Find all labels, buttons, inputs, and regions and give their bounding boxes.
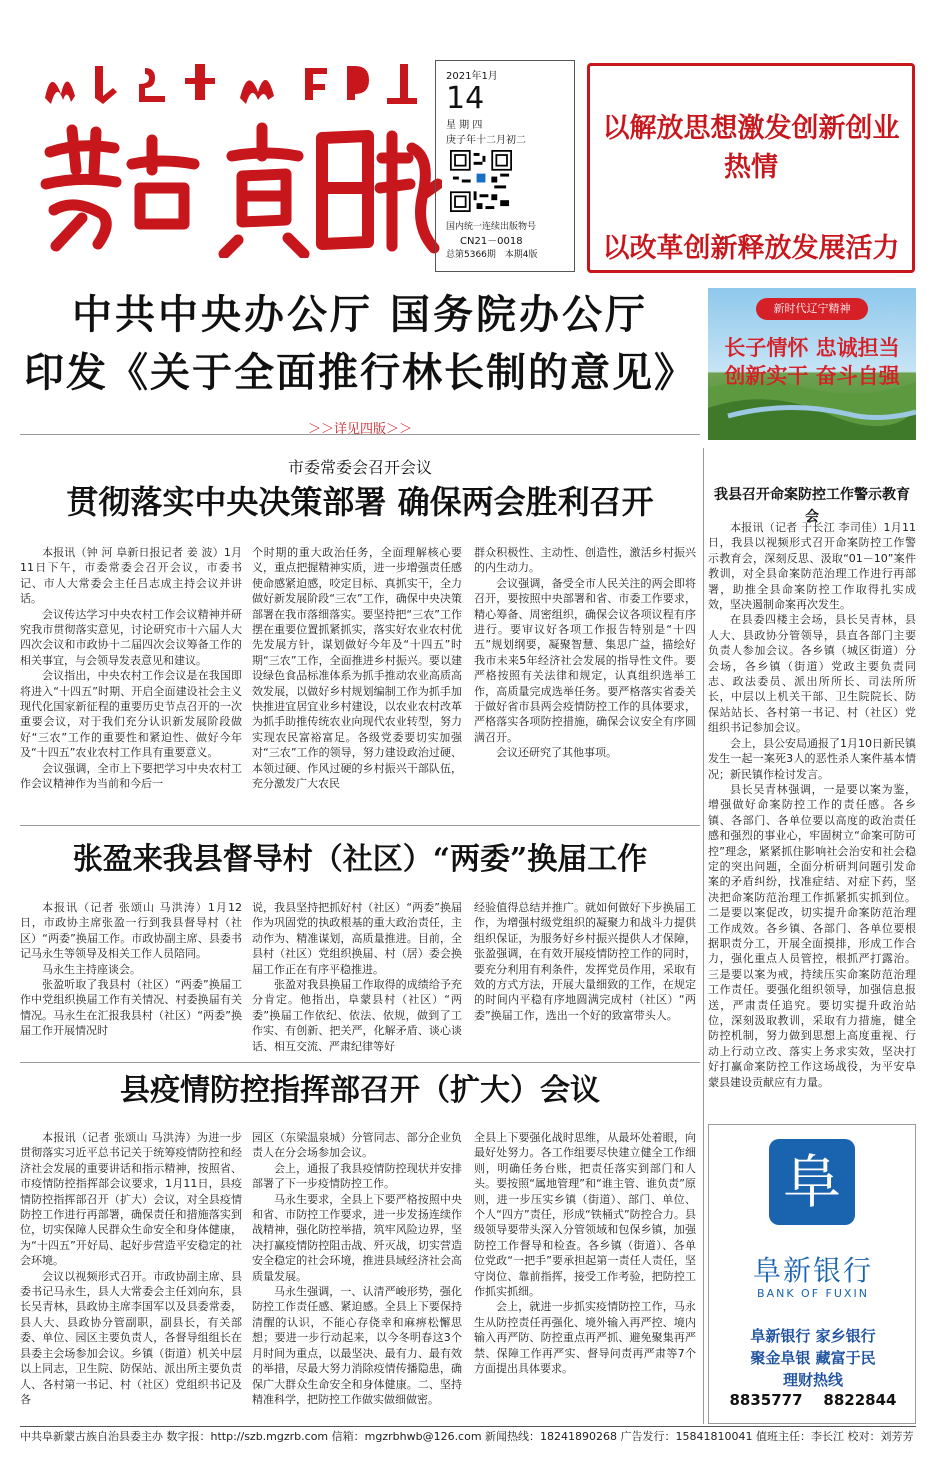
footer-info: 中共阜新蒙古族自治县委主办 数字报：http://szb.mgzrb.com 信箱：mgzrbhwb@126.com 新闻热线：18241890268 广告发行：15841810041 值班主任：李长江 校对：刘芳芳 — [20, 1430, 914, 1443]
date-day: 14 — [446, 81, 485, 116]
serial-number: CN21－0018 — [460, 236, 523, 247]
paragraph: 本报讯（记者 张颂山 马洪涛）为进一步贯彻落实习近平总书记关于统筹疫情防控和经济社会发展的重要讲话和指示精神，按照省、市疫情防控指挥部会议要求，1月11日，县疫情防控指挥部召开（扩大）会议，对全县疫情防控工作进行再部署，确保责任和措施落实到位，切实保障人民群众生命安全和身体健康，为“十四五”开好局、起好步营造平安稳定的社会环境。 — [20, 1131, 242, 1268]
paragraph: 县长吴青林强调，一是要以案为鉴，增强做好命案防控工作的责任感。各乡镇、各部门、各单位要以高度的政治责任感和强烈的事业心，牢固树立“命案可防可控”理念，紧紧抓住影响社会治安和社会稳定的突出问题，全面分析研判问题引发命案的矛盾纠纷，找准症结、对症下药，坚决把命案防范治理工作抓紧抓实抓到位。二是要以案促改，切实提升命案防范治理工作成效。各乡镇、各部门、各单位要根据职责分工，开展全面摸排，形成工作合力，强化重点人员管控，根抓严打露治。三是要以案为戒，持续压实命案防范治理工作责任。要强化组织领导，加强信息报送，严肃责任追究。要切实提升政治站位，深刻汲取教训，采取有力措施，健全防控机制，努力做到思想上高度重视、行动上行动立改、落实上务求实效，坚决打好打赢命案防控工作这场战役，为平安阜蒙县建设贡献应有力量。 — [708, 782, 916, 1089]
lead-headline[interactable] — [20, 286, 700, 402]
bank-slogan-2: 聚金阜银 藏富于民 — [750, 1349, 876, 1367]
see-page-four-link[interactable]: ＞＞详见四版＞＞ — [307, 422, 412, 437]
bank-slogan-1: 阜新银行 家乡银行 — [750, 1327, 876, 1345]
article3-column-3 — [474, 1130, 696, 1424]
issue-pages: 本期4版 — [504, 250, 538, 260]
slogan-line-1: 以解放思想激发创新创业热情 — [602, 113, 900, 183]
issue-total: 总第5366期 — [446, 250, 496, 260]
paragraph: 园区（东梁温泉城）分管同志、部分企业负责人在分会场参加会议。 — [252, 1131, 462, 1160]
paragraph: 马永生主持座谈会。 — [42, 962, 141, 976]
article2-column-2 — [252, 900, 462, 1060]
paragraph: 个时期的重大政治任务，全面理解核心要义，重点把握精神实质，进一步增强责任感使命感紧迫感，咬定目标、真抓实干，全力做好新发展阶段“三农”工作，确保中央决策部署在我市落细落实。要坚持把“三农”工作摆在重要位置抓紧抓实，落实好农业农村优先发展方针，谋划做好今年及“十四五”时期“三农”工作，全面推进乡村振兴。要以建设绿色食品标准体系为抓手推动农业高质高效发展，以做好乡村规划编制工作为抓手加快推进宜居宜业乡村建设，以农业农村改革为抓手助推传统农业向现代农业转型，努力实现农民富裕富足。各级党委要切实加强对“三农”工作的领导，努力建设政治过硬、本领过硬、作风过硬的乡村振兴干部队伍，充分激发广大农民 — [252, 546, 462, 791]
paragraph: 群众积极性、主动性、创造性，激活乡村振兴的内生动力。 — [474, 546, 696, 575]
article3-title[interactable]: 县疫情防控指挥部召开（扩大）会议 — [120, 1073, 600, 1108]
paragraph: 会议以视频形式召开。市政协副主席、县委书记马永生，县人大常委会主任刘向东，县长吴青林，县政协主席李国军以及县委常委，县人大、县政协分管副职，副县长，有关部委、单位、园区主要负责人，各督导组组长在县委主会场参加会议。乡镇（街道）机关中层以上同志，卫生院、防保站、派出所主要负责人、各村第一书记、村（社区）党组织书记及各 — [20, 1269, 242, 1406]
headline-line-2: 印发《关于全面推行林长制的意见》 — [24, 350, 696, 396]
promo-line-1: 长子情怀 忠诚担当 — [724, 336, 900, 360]
article2-column-1 — [20, 900, 242, 1060]
divider — [20, 825, 700, 826]
paragraph: 马永生强调，一、认清严峻形势，强化防控工作责任感、紧迫感。全县上下要保持清醒的认识，不能心存侥幸和麻痹松懈思想；要进一步行动起来，以今冬明春这3个月时间为重点，以最坚决、最有力、最有效的举措，尽最大努力消除疫情传播隐患，确保广大群众生命安全和身体健康。二、坚持精准科学，把防控工作做实做细做密。 — [252, 1285, 462, 1406]
paragraph: 全县上下要强化战时思维，从最坏处着眼，向最好处努力。各工作组要尽快建立健全工作细则，明确任务台账，把责任落实到部门和人头。要按照“属地管理”和“谁主管、谁负责”原则，进一步压实乡镇（街道）、部门、单位、个人“四方”责任，形成“铁桶式”防控合力。县级领导要带头深入分管领域和包保乡镇，加强防控工作督导和检查。各乡镇（街道）、各单位党政“一把手”要承担起第一责任人责任，坚守岗位、靠前指挥，接受工作考验，把防控工作抓实抓细。 — [474, 1131, 696, 1299]
slogan-line-2: 以改革创新释放发展活力 — [602, 233, 900, 264]
paragraph: 在县委四楼主会场，县长吴青林，县人大、县政协分管领导，县直各部门主要负责人参加会议。各乡镇（城区街道）分会场，各乡镇（街道）党政主要负责同志、政法委员、派出所所长、司法所所长，中层以上机关干部、卫生院院长、防保站站长、各村第一书记、村（社区）党组织书记参加会议。 — [708, 613, 916, 735]
article3-column-1 — [20, 1130, 242, 1424]
bank-name-en: BANK OF FUXIN — [757, 1287, 869, 1300]
paragraph: 马永生要求，全县上下要严格按照中央和省、市防控工作要求，进一步发扬连续作战精神，强化防控举措，筑牢风险边界，坚决打赢疫情防控阻击战、歼灭战，切实营造安全稳定的社会环境，推进县域经济社会高质量发展。 — [252, 1192, 462, 1283]
article2-column-3 — [474, 900, 696, 1060]
paragraph: 会议传达学习中央农村工作会议精神并研究我市贯彻落实意见，讨论研究市十六届人大四次会议和市政协十二届四次会议筹备工作的相关事宜，与会领导发表意见和建议。 — [20, 607, 242, 667]
paragraph: 会上，县公安局通报了1月10日新民镇发生一起一案死3人的恶性杀人案件基本情况；新民镇作检讨发言。 — [708, 736, 916, 781]
article1-kicker: 市委常委会召开会议 — [287, 458, 432, 477]
bank-advertisement[interactable] — [708, 1124, 916, 1424]
article4-title[interactable]: 我县召开命案防控工作警示教育会 — [714, 487, 910, 525]
paragraph: 会议还研究了其他事项。 — [496, 746, 617, 760]
paragraph: 会上，通报了我县疫情防控现状并安排部署了下一步疫情防控工作。 — [252, 1161, 462, 1191]
column-divider — [703, 448, 704, 1424]
promo-line-2: 创新实干 奋斗自强 — [724, 364, 900, 388]
bank-logo-icon: 阜 — [769, 1139, 855, 1225]
divider — [20, 434, 700, 435]
paragraph: 说，我县坚持把抓好村（社区）“两委”换届作为巩固党的执政根基的重大政治责任，主动作为、精准谋划，高质量推进。目前，全县村（社区）党组织换届、村（居）委会换届工作正在有序平稳推进。 — [252, 901, 462, 976]
article2-title[interactable]: 张盈来我县督导村（社区）“两委”换届工作 — [72, 842, 648, 877]
article1-column-2 — [252, 545, 462, 820]
bank-hotline-label: 理财热线 — [782, 1371, 843, 1389]
paragraph: 会议强调，全市上下要把学习中央农村工作会议精神作为当前和今后一 — [20, 761, 242, 791]
paragraph: 经验值得总结并推广。就如何做好下步换届工作，为增强村级党组织的凝聚力和战斗力提供组织保证，为服务好乡村振兴提供人才保障，张盈强调，在有效开展疫情防控工作的同时，要充分利用有利条件，发挥党员作用，采取有效的方式方法，开展大量细致的工作，在规定的时间内平稳有序地圆满完成村（社区）“两委”换届工作，选出一个好的致富带头人。 — [474, 901, 696, 1022]
date-year-month: 2021年1月 — [446, 71, 498, 82]
article3-column-2 — [252, 1130, 462, 1424]
paragraph: 会议强调，备受全市人民关注的两会即将召开，要按照中央部署和省、市委工作要求，精心筹备、周密组织，确保会议各项议程有序进行。要审议好各项工作报告特别是“十四五”规划纲要，凝聚智慧、集思广益，描绘好我市未来5年经济社会发展的指导性文件。要严格按照有关法律和规定，认真组织选举工作，高质量完成选举任务。要严格落实省委关于做好省市县两会疫情防控工作的具体要求，严格落实各项防控措施，确保会议安全有序圆满召开。 — [474, 576, 696, 744]
divider — [20, 1062, 700, 1063]
paragraph: 张盈对我县换届工作取得的成绩给予充分肯定。他指出，阜蒙县村（社区）“两委”换届工作依纪、依法、依规，做到了工作实、有创新、把关严，化解矛盾、谈心谈话、相互交流、严肃纪律等好 — [252, 978, 462, 1053]
mongolian-title — [35, 58, 435, 108]
date-box — [435, 60, 575, 272]
paragraph: 本报讯（记者 张颂山 马洪涛）1月12日，市政协主席张盈一行到我县督导村（社区）“两委”换届工作。市政协副主席、县委书记马永生等领导及相关工作人员陪同。 — [20, 901, 242, 961]
article4-column — [708, 520, 916, 1110]
paragraph: 本报讯（钟 河 阜新日报记者 姜 波）1月11日下午，市委常委会召开会议，市委书记、市人大常委会主任吕志成主持会议并讲话。 — [20, 546, 242, 606]
paragraph: 本报讯（记者 于长江 李司佳）1月11日，我县以视频形式召开命案防控工作警示教育会，深刻反思、汲取“01－10”案件教训，对全县命案防范治理工作进行再部署，助推全县命案防控工作取得扎实成效，坚决遏制命案再次发生。 — [708, 521, 916, 612]
newspaper-logo — [32, 118, 442, 258]
promo-badge: 新时代辽宁精神 — [756, 298, 868, 320]
qr-code[interactable] — [450, 150, 512, 212]
date-lunar: 庚子年十二月初二 — [446, 135, 526, 146]
promo-banner[interactable] — [708, 288, 916, 440]
article1-column-1 — [20, 545, 242, 820]
article1-title[interactable]: 贯彻落实中央决策部署 确保两会胜利召开 — [66, 483, 654, 521]
footer-divider — [20, 1426, 916, 1427]
paragraph: 张盈听取了我县村（社区）“两委”换届工作中党组织换届工作有关情况、村委换届有关情况。马永生在汇报我县村（社区）“两委”换届工作开展情况时 — [20, 978, 242, 1038]
serial-label: 国内统一连续出版物号 — [446, 222, 537, 232]
paragraph: 会上，就进一步抓实疫情防控工作，马永生从防控责任再强化、境外输入再严控、境内输入再严防、防控重点再严抓、避免聚集再严禁、保障工作再严实、督导问责再严肃等7个方面提出具体要求。 — [474, 1300, 696, 1376]
paragraph: 会议指出，中央农村工作会议是在我国即将进入“十四五”时期、开启全面建设社会主义现代化国家新征程的重要历史节点召开的一次重要会议，对于我们充分认识新发展阶段做好“三农”工作的重要性和紧迫性、做好今年及“十四五”农业农村工作具有重要意义。 — [20, 669, 242, 760]
article1-column-3 — [474, 545, 696, 820]
slogan-box — [587, 63, 915, 273]
headline-line-1: 中共中央办公厅 国务院办公厅 — [72, 292, 648, 338]
bank-phones: 8835777 8822844 — [729, 1391, 897, 1409]
date-weekday: 星 期 四 — [446, 120, 483, 131]
bank-name: 阜新银行 — [752, 1254, 873, 1287]
